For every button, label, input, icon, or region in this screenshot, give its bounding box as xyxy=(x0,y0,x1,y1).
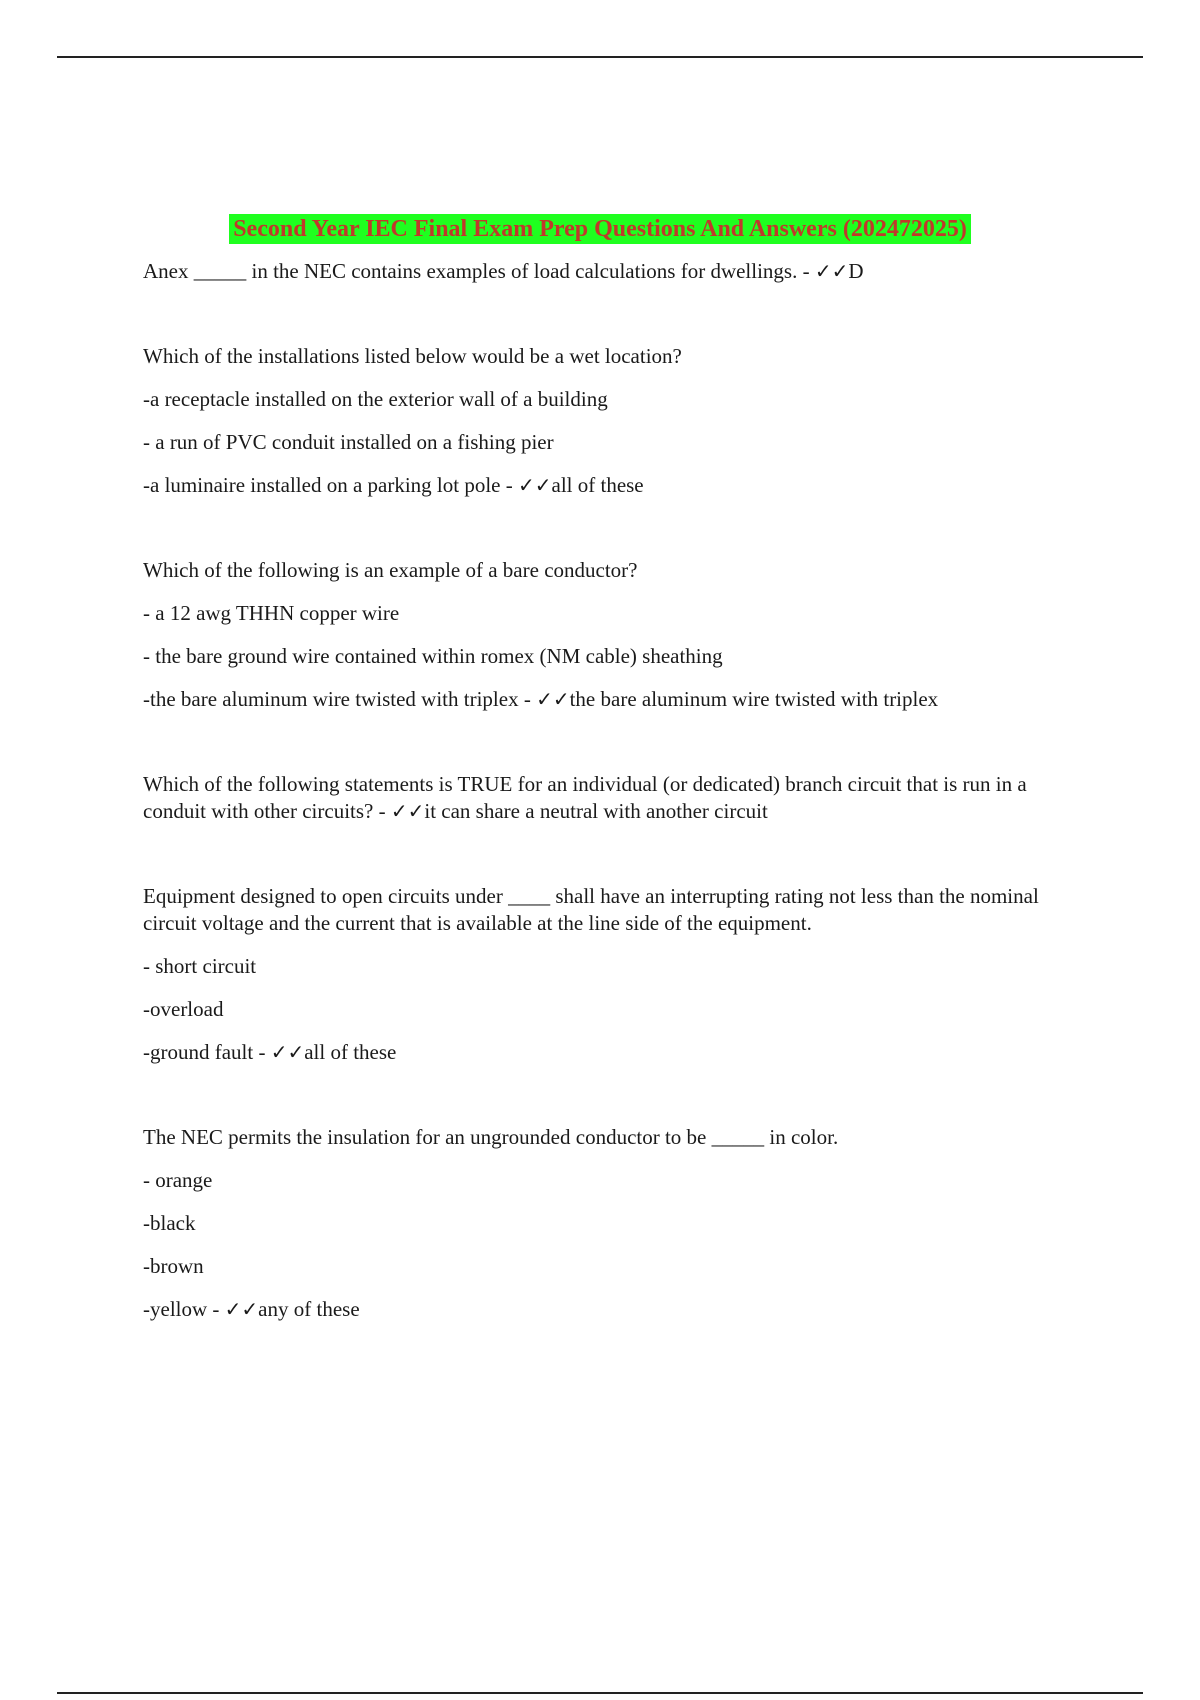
option: - a run of PVC conduit installed on a fishing pier xyxy=(143,430,554,454)
option: -black xyxy=(143,1211,196,1235)
option: -brown xyxy=(143,1254,204,1278)
question-3: Which of the following is an example of a bare conductor? xyxy=(143,558,638,582)
question-text: Anex _____ in the NEC contains examples of load calculations for dwellings. - xyxy=(143,259,815,283)
answer-text: all of these xyxy=(304,1040,397,1064)
checkmark-icon: ✓✓ xyxy=(536,687,570,711)
checkmark-icon: ✓✓ xyxy=(390,799,425,823)
answer-text: all of these xyxy=(551,473,644,497)
answer-text: D xyxy=(848,259,864,283)
option: - a 12 awg THHN copper wire xyxy=(143,601,400,625)
spacer xyxy=(143,285,1083,343)
option-with-answer xyxy=(143,686,1083,713)
option-text: -yellow - xyxy=(143,1297,225,1321)
title-wrap xyxy=(0,214,1200,244)
spacer xyxy=(143,825,1083,883)
question-4 xyxy=(143,771,1083,825)
option-text: -a luminaire installed on a parking lot pole - xyxy=(143,473,518,497)
question-6: The NEC permits the insulation for an ungrounded conductor to be _____ in color. xyxy=(143,1125,839,1149)
option: -overload xyxy=(143,997,224,1021)
document-title: Second Year IEC Final Exam Prep Questions And Answers (202472025) xyxy=(229,214,971,244)
checkmark-icon: ✓✓ xyxy=(224,1297,259,1321)
question-1 xyxy=(143,258,1083,285)
checkmark-icon: ✓✓ xyxy=(517,473,552,497)
document-body xyxy=(143,214,1083,1323)
option-with-answer xyxy=(143,1296,1083,1323)
spacer xyxy=(143,713,1083,771)
bottom-rule xyxy=(57,1692,1143,1694)
option-with-answer xyxy=(143,1039,1083,1066)
spacer xyxy=(143,1066,1083,1124)
checkmark-icon: ✓✓ xyxy=(814,259,849,283)
option-text: -the bare aluminum wire twisted with triplex - xyxy=(143,687,537,711)
option: - orange xyxy=(143,1168,213,1192)
question-text: Which of the following statements is TRUE for an individual (or dedicated) branch circuit that is run in a conduit with other circuits? - xyxy=(143,772,1027,823)
answer-text: it can share a neutral with another circuit xyxy=(424,799,768,823)
answer-text: any of these xyxy=(258,1297,360,1321)
answer-text: the bare aluminum wire twisted with triplex xyxy=(569,687,939,711)
option: -a receptacle installed on the exterior wall of a building xyxy=(143,387,608,411)
question-5: Equipment designed to open circuits under ____ shall have an interrupting rating not less than the nominal circuit voltage and the current that is available at the line side of the equipment. xyxy=(143,884,1039,935)
top-rule xyxy=(57,56,1143,58)
spacer xyxy=(143,499,1083,557)
option-with-answer xyxy=(143,472,1083,499)
checkmark-icon: ✓✓ xyxy=(270,1040,305,1064)
question-2: Which of the installations listed below would be a wet location? xyxy=(143,344,682,368)
option: - the bare ground wire contained within romex (NM cable) sheathing xyxy=(143,644,723,668)
option-text: -ground fault - xyxy=(143,1040,271,1064)
option: - short circuit xyxy=(143,954,257,978)
